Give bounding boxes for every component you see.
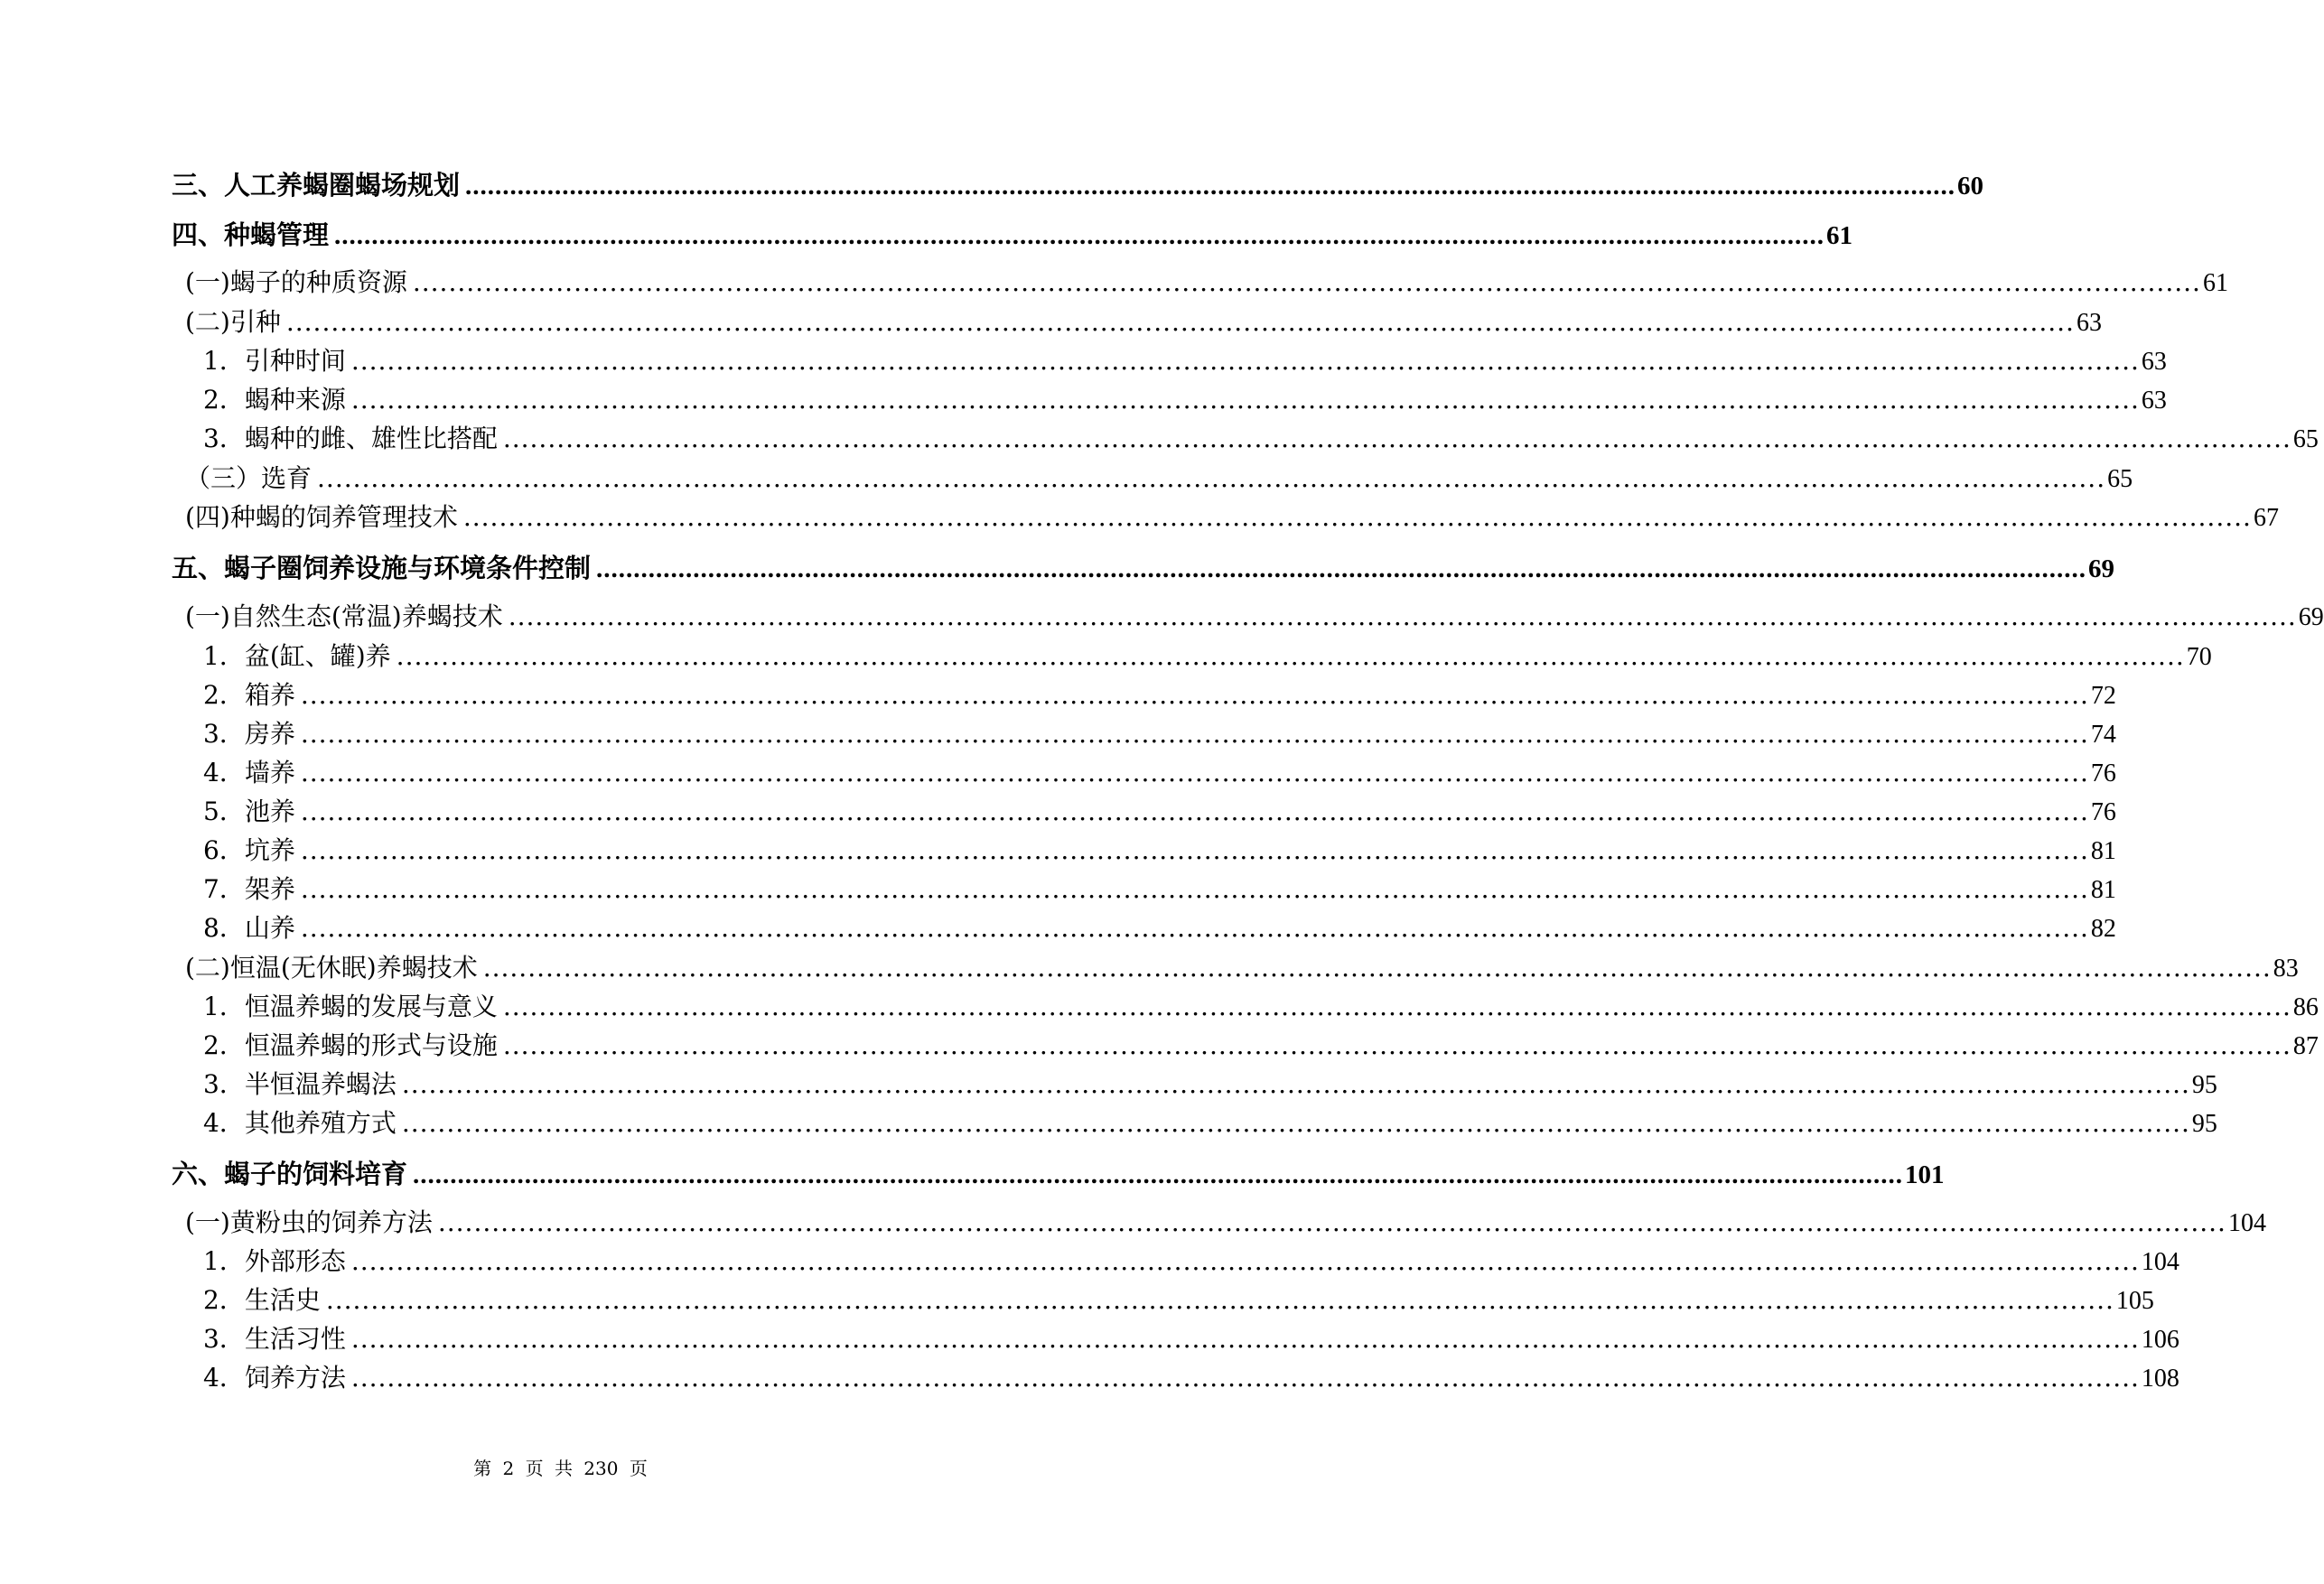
dot-leader: ........................................................................................................................................................................................................ [317, 463, 2106, 493]
toc-page-number: 95 [2191, 1071, 2217, 1099]
toc-page-number: 81 [2090, 837, 2116, 865]
toc-page-number: 63 [2141, 387, 2167, 415]
dot-leader: ........................................................................................................................................................................................................ [502, 424, 2291, 453]
toc-entry-title: (二)恒温(无休眠)养蝎技术 [185, 953, 478, 983]
dot-leader: ........................................................................................................................................................................................................ [596, 554, 2087, 583]
dot-leader: ........................................................................................................................................................................................................ [401, 1108, 2190, 1138]
dot-leader: ........................................................................................................................................................................................................ [300, 835, 2089, 865]
toc-entry-title: 4．饲养方法 [203, 1363, 346, 1393]
toc-entry-title: (四)种蝎的饲养管理技术 [185, 502, 458, 532]
toc-entry-title: 4．其他养殖方式 [203, 1108, 397, 1138]
dot-leader: ........................................................................................................................................................................................................ [482, 953, 2272, 983]
dot-leader: ........................................................................................................................................................................................................ [401, 1069, 2190, 1099]
toc-entry-section[interactable] [185, 948, 2299, 984]
toc-page-number: 69 [2088, 554, 2115, 583]
toc-page-number: 61 [2202, 269, 2228, 297]
toc-entry-item[interactable] [203, 792, 2116, 828]
dot-leader: ........................................................................................................................................................................................................ [334, 221, 1825, 250]
toc-page-number: 104 [2141, 1248, 2179, 1276]
toc-entry-title: 8．山养 [203, 913, 295, 943]
toc-entry-section[interactable] [185, 303, 2102, 339]
toc-entry-title: 4．墙养 [203, 758, 295, 787]
dot-leader: ........................................................................................................................................................................................................ [412, 267, 2201, 297]
toc-entry-item[interactable] [203, 1358, 2179, 1394]
toc-entry-title: (一)自然生态(常温)养蝎技术 [185, 601, 503, 631]
dot-leader: ........................................................................................................................................................................................................ [300, 680, 2089, 710]
toc-entry-title: 三、人工养蝎圈蝎场规划 [172, 170, 461, 200]
toc-entry-item[interactable] [203, 380, 2167, 416]
page-footer: 第 2 页 共 230 页 [473, 1458, 648, 1479]
toc-entry-title: 2．箱养 [203, 680, 295, 710]
toc-entry-section[interactable] [185, 459, 2133, 495]
toc-entry-item[interactable] [203, 714, 2116, 750]
toc-page-number: 105 [2115, 1287, 2154, 1315]
toc-entry-title: 2．蝎种来源 [203, 385, 346, 415]
toc-entry-title: 3．房养 [203, 719, 295, 749]
toc-page-number: 95 [2191, 1110, 2217, 1138]
toc-entry-title: 1．引种时间 [203, 346, 346, 376]
toc-entry-section[interactable] [185, 597, 2324, 633]
toc-page-number: 83 [2273, 955, 2299, 983]
toc-entry-section[interactable] [185, 263, 2228, 299]
toc-entry-item[interactable] [203, 637, 2212, 673]
toc-page-number: 60 [1957, 172, 1984, 200]
toc-entry-item[interactable] [203, 1319, 2179, 1356]
toc-entry-section[interactable] [185, 1203, 2266, 1239]
toc-page-number: 86 [2292, 993, 2319, 1021]
toc-entry-section[interactable] [185, 498, 2279, 534]
dot-leader: ........................................................................................................................................................................................................ [508, 601, 2297, 631]
toc-entry-item[interactable] [203, 1281, 2154, 1317]
toc-entry-title: 3．半恒温养蝎法 [203, 1069, 397, 1099]
toc-entry-item[interactable] [203, 870, 2116, 906]
dot-leader: ........................................................................................................................................................................................................ [300, 874, 2089, 904]
toc-entry-item[interactable] [203, 753, 2116, 789]
toc-entry-item[interactable] [203, 676, 2116, 712]
toc-entry-title: 1．盆(缸、罐)养 [203, 641, 391, 671]
toc-page-number: 63 [2141, 348, 2167, 376]
toc-entry-title: (二)引种 [185, 307, 281, 337]
toc-page-number: 72 [2090, 682, 2116, 710]
toc-entry-title: 1．恒温养蝎的发展与意义 [203, 992, 498, 1021]
toc-entry-item[interactable] [203, 1065, 2217, 1101]
toc-entry-title: 2．恒温养蝎的形式与设施 [203, 1030, 498, 1060]
dot-leader: ........................................................................................................................................................................................................ [350, 1324, 2140, 1354]
toc-page-number: 63 [2076, 309, 2102, 337]
dot-leader: ........................................................................................................................................................................................................ [285, 307, 2075, 337]
dot-leader: ........................................................................................................................................................................................................ [465, 172, 1956, 200]
toc-entry-title: 6．坑养 [203, 835, 295, 865]
toc-entry-title: 五、蝎子圈饲养设施与环境条件控制 [172, 553, 592, 583]
dot-leader: ........................................................................................................................................................................................................ [502, 1030, 2291, 1060]
dot-leader: ........................................................................................................................................................................................................ [350, 346, 2140, 376]
toc-page-number: 87 [2292, 1032, 2319, 1060]
toc-entry-item[interactable] [203, 1242, 2179, 1278]
dot-leader: ........................................................................................................................................................................................................ [300, 797, 2089, 826]
dot-leader: ........................................................................................................................................................................................................ [413, 1160, 1904, 1189]
toc-entry-chapter[interactable] [172, 165, 1984, 202]
toc-entry-title: 2．生活史 [203, 1285, 321, 1315]
toc-page-number: 76 [2090, 798, 2116, 826]
toc-entry-title: 1．外部形态 [203, 1246, 346, 1276]
dot-leader: ........................................................................................................................................................................................................ [437, 1207, 2226, 1237]
toc-page-number: 70 [2186, 643, 2212, 671]
dot-leader: ........................................................................................................................................................................................................ [325, 1285, 2114, 1315]
dot-leader: ........................................................................................................................................................................................................ [350, 1363, 2140, 1393]
toc-page-number: 74 [2090, 721, 2116, 749]
toc-entry-item[interactable] [203, 341, 2167, 377]
toc-entry-item[interactable] [203, 1104, 2217, 1140]
dot-leader: ........................................................................................................................................................................................................ [350, 385, 2140, 415]
toc-page-number: 81 [2090, 876, 2116, 904]
toc-page-number: 108 [2141, 1365, 2179, 1393]
toc-entry-title: (一)黄粉虫的饲养方法 [185, 1207, 433, 1237]
toc-entry-title: 六、蝎子的饲料培育 [172, 1159, 408, 1189]
toc-entry-title: 5．池养 [203, 797, 295, 826]
toc-entry-item[interactable] [203, 908, 2116, 945]
toc-entry-chapter[interactable] [172, 1154, 1945, 1191]
toc-entry-title: 3．生活习性 [203, 1324, 346, 1354]
toc-entry-item[interactable] [203, 1026, 2319, 1062]
toc-entry-title: (一)蝎子的种质资源 [185, 267, 407, 297]
toc-page-number: 67 [2253, 504, 2279, 532]
toc-entry-chapter[interactable] [172, 215, 1853, 252]
toc-page-number: 106 [2141, 1326, 2179, 1354]
toc-entry-item[interactable] [203, 419, 2319, 455]
dot-leader: ........................................................................................................................................................................................................ [300, 758, 2089, 787]
toc-page-number: 76 [2090, 759, 2116, 787]
toc-page-number: 101 [1905, 1160, 1945, 1189]
toc-entry-title: 3．蝎种的雌、雄性比搭配 [203, 424, 498, 453]
toc-page-number: 69 [2298, 603, 2324, 631]
toc-entry-chapter[interactable] [172, 548, 2115, 585]
dot-leader: ........................................................................................................................................................................................................ [350, 1246, 2140, 1276]
toc-entry-title: （三）选育 [185, 463, 313, 493]
toc-entry-title: 7．架养 [203, 874, 295, 904]
toc-entry-item[interactable] [203, 987, 2319, 1023]
toc-page-number: 65 [2292, 425, 2319, 453]
dot-leader: ........................................................................................................................................................................................................ [300, 913, 2089, 943]
toc-page-number: 82 [2090, 915, 2116, 943]
dot-leader: ........................................................................................................................................................................................................ [300, 719, 2089, 749]
toc-entry-item[interactable] [203, 831, 2116, 867]
toc-entry-title: 四、种蝎管理 [172, 219, 330, 250]
toc-page-number: 61 [1826, 221, 1853, 250]
dot-leader: ........................................................................................................................................................................................................ [396, 641, 2185, 671]
dot-leader: ........................................................................................................................................................................................................ [462, 502, 2252, 532]
toc-page-number: 65 [2107, 465, 2133, 493]
dot-leader: ........................................................................................................................................................................................................ [502, 992, 2291, 1021]
toc-page-number: 104 [2227, 1209, 2266, 1237]
